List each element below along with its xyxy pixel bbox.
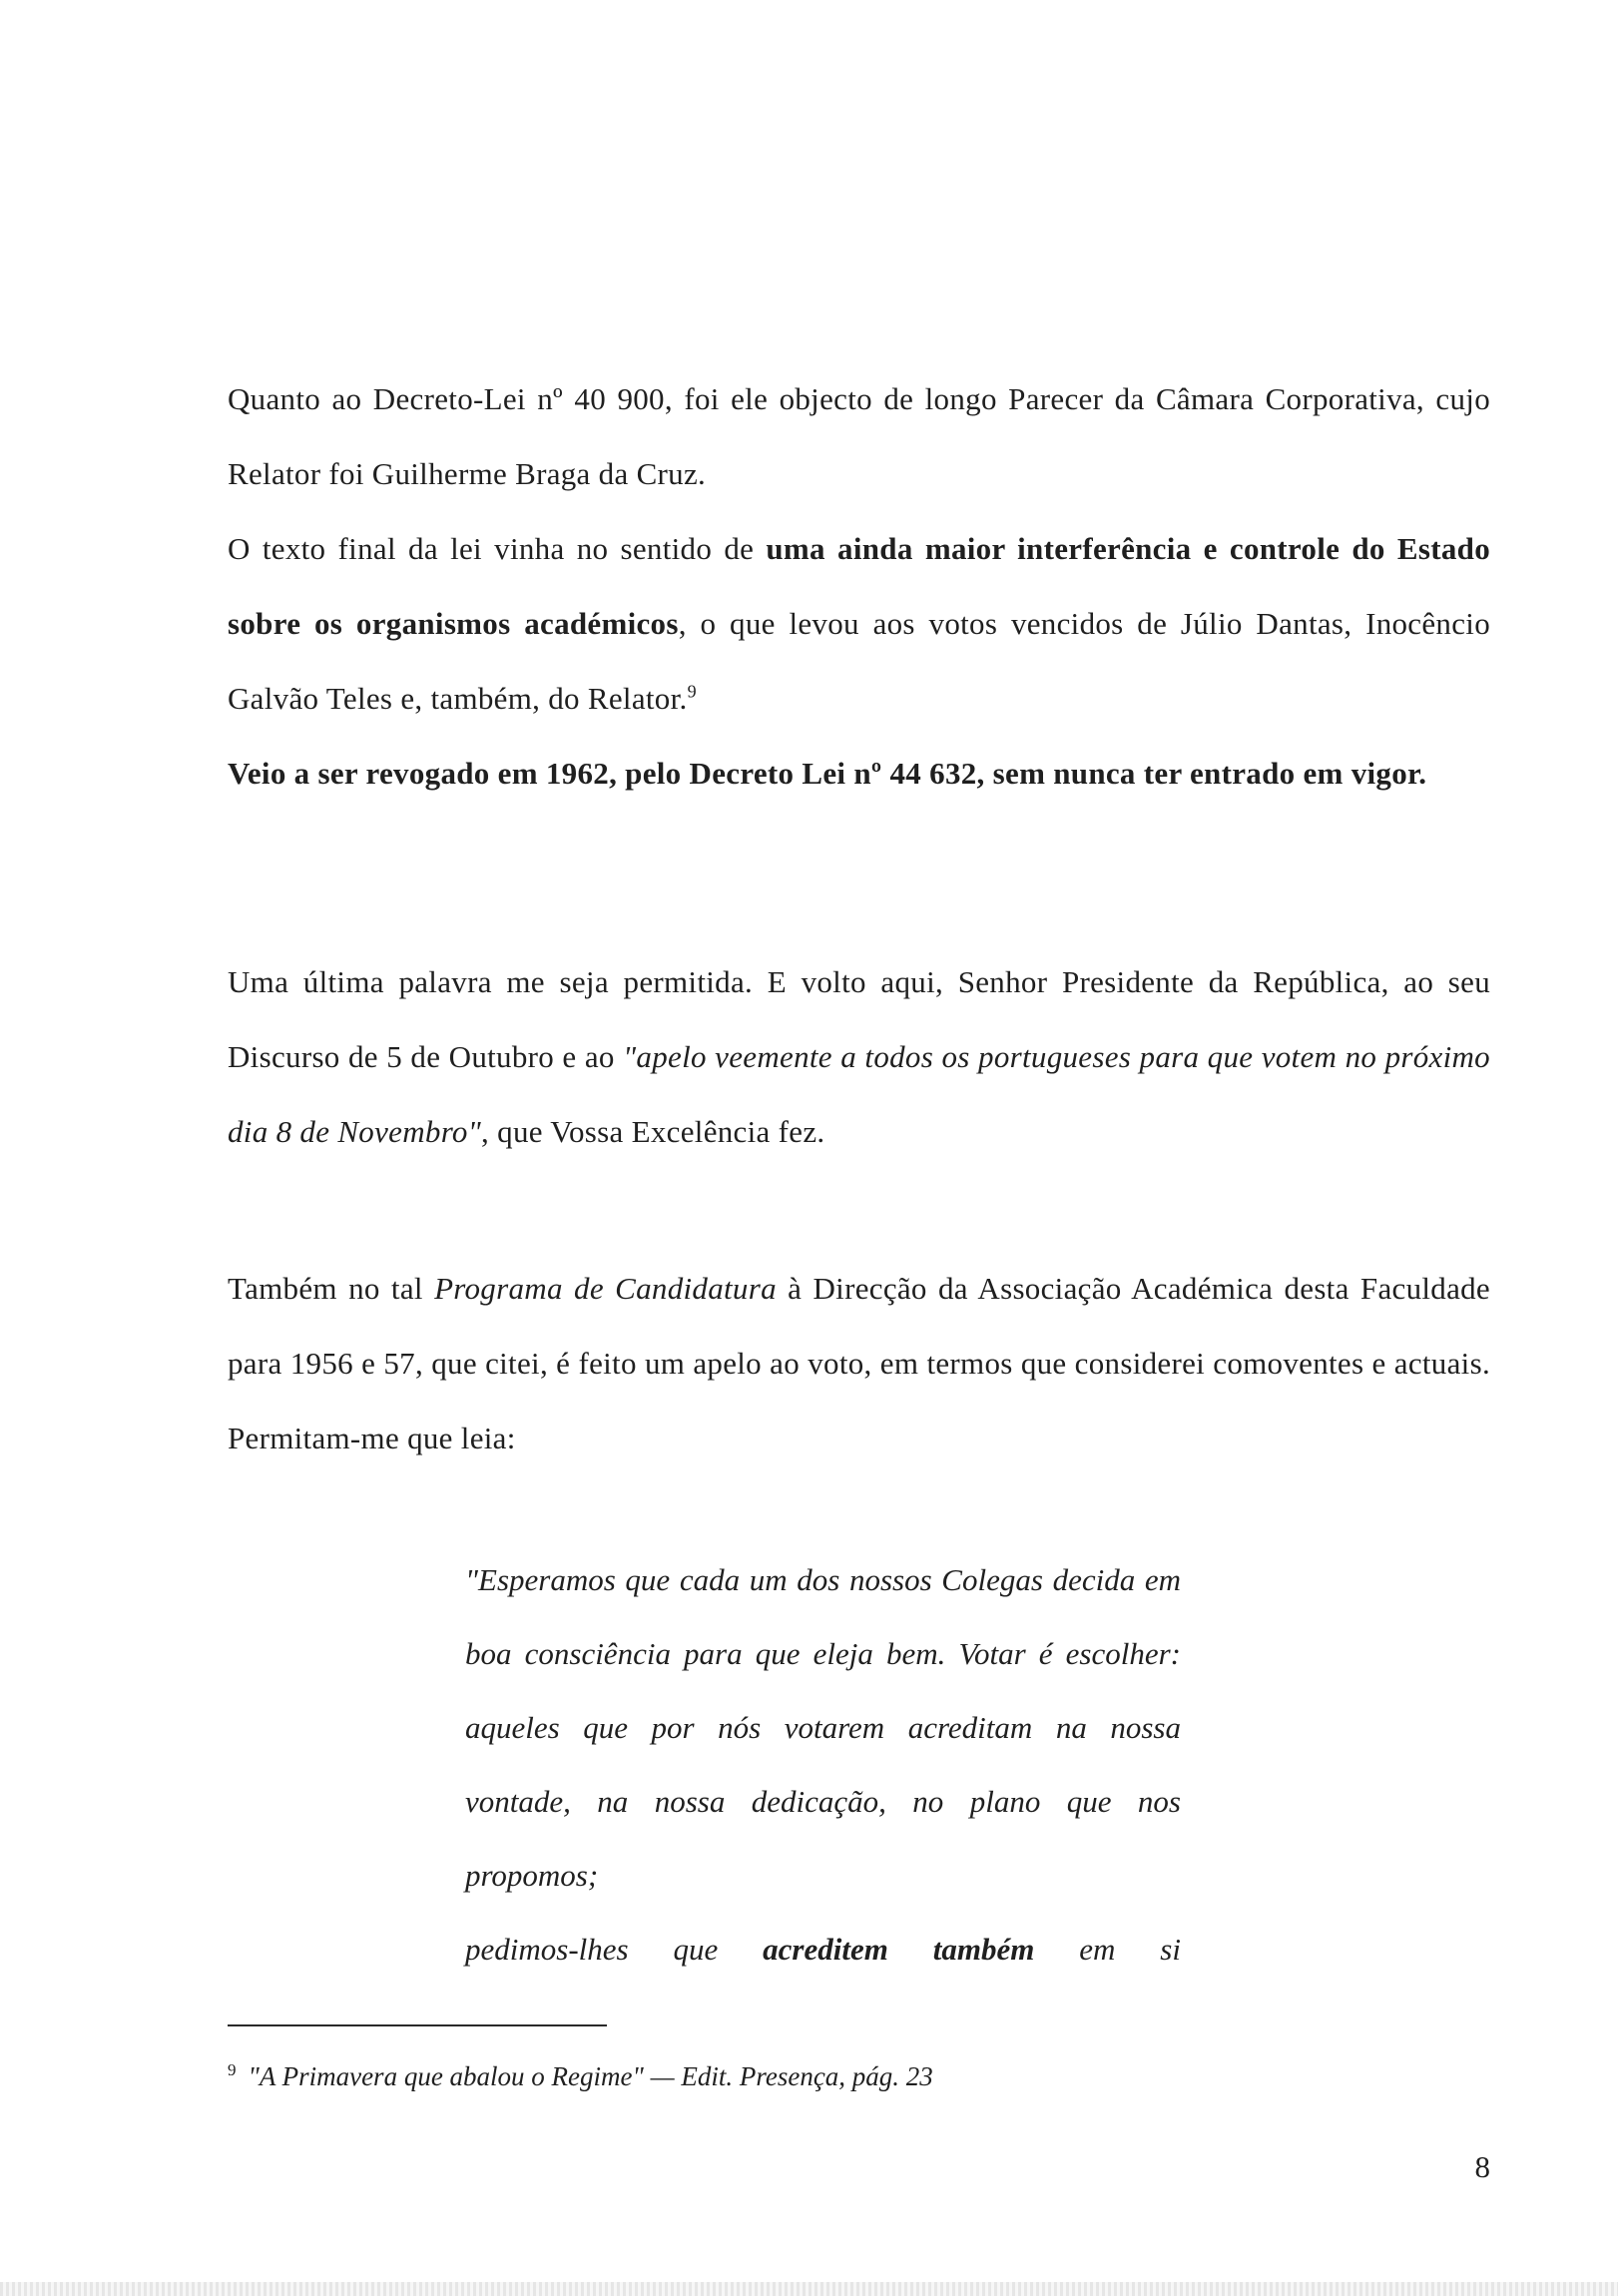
paragraph-sentence (228, 511, 1490, 736)
quote-last-line (465, 1913, 1181, 1987)
bold-text: uma ainda maior interferência e controle do Estado sobre os organismos académicos (228, 531, 1490, 641)
text-run: O texto final da lei vinha no sentido de (228, 531, 767, 566)
text-run: à Direcção da Associação Académica desta Faculdade para 1956 e 57, que citei, é feito um apelo ao voto, em termos que considerei comoventes e actuais. Permitam-me que leia: (228, 1271, 1490, 1455)
paragraph-decreto-lei (228, 361, 1490, 811)
footnote-text: "A Primavera que abalou o Regime" — Edit. Presença, pág. 23 (248, 2061, 933, 2091)
quote-text: "Esperamos que cada um dos nossos Colegas decida em boa consciência para que eleja bem. Votar é escolher: aqueles que por nós votarem acreditam na nossa vontade, na nossa dedicação, no plano que nos propomos; (465, 1562, 1181, 1893)
scan-edge (0, 2282, 1618, 2296)
text-run: Uma última palavra me seja permitida. E volto aqui, Senhor Presidente da República, ao seu Discurso de 5 de Outubro e ao (228, 964, 1490, 1074)
quote-word: pedimos-lhes (465, 1932, 629, 1967)
text-run: , o que levou aos votos vencidos de Júlio Dantas, Inocêncio Galvão Teles e, também, do Relator. (228, 606, 1490, 716)
footnote-reference: 9 (687, 681, 697, 702)
quote-word: em (1079, 1932, 1116, 1967)
italic-quote: "apelo veemente a todos os portugueses para que votem no próximo dia 8 de Novembro" (228, 1039, 1490, 1149)
bold-text: Veio a ser revogado em 1962, pelo Decreto Lei nº 44 632, sem nunca ter entrado em vigor. (228, 756, 1427, 791)
text-run: Também no tal (228, 1271, 435, 1306)
paragraph-sentence (228, 944, 1490, 1169)
page-number: 8 (1474, 2149, 1490, 2184)
paragraph-ultima-palavra (228, 944, 1490, 1169)
footnote-number: 9 (228, 2060, 237, 2079)
footnote-divider (228, 2024, 607, 2026)
block-quote (465, 1543, 1181, 1987)
text-run: , que Vossa Excelência fez. (481, 1114, 825, 1149)
paragraph-sentence: Quanto ao Decreto-Lei nº 40 900, foi ele objecto de longo Parecer da Câmara Corporativa, cujo Relator foi Guilherme Braga da Cruz. (228, 381, 1490, 491)
quote-word: si (1160, 1932, 1181, 1967)
paragraph-programa (228, 1251, 1490, 1475)
paragraph-sentence (228, 736, 1490, 811)
quote-word-bold: também (932, 1932, 1035, 1967)
footnote (228, 2050, 933, 2096)
quote-word: que (673, 1932, 719, 1967)
paragraph-sentence (228, 1251, 1490, 1475)
quote-word-bold: acreditem (763, 1932, 888, 1967)
italic-title: Programa de Candidatura (434, 1271, 777, 1306)
